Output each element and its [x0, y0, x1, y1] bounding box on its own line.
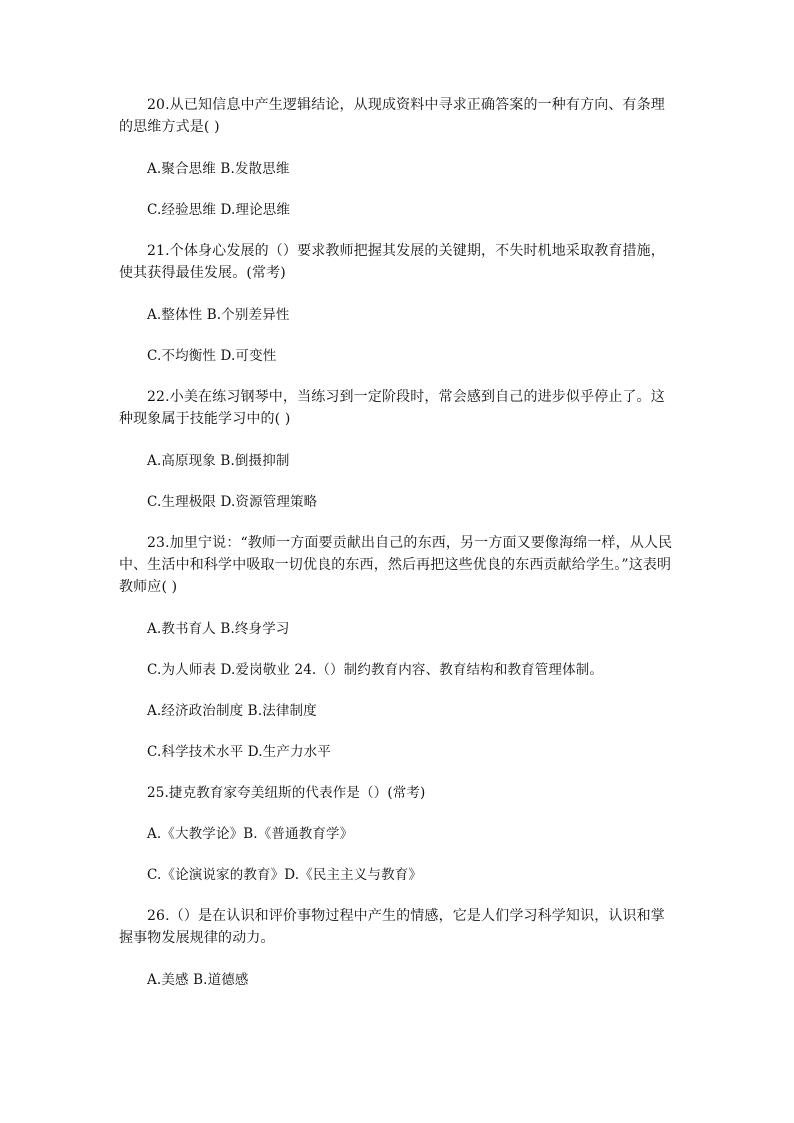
question-25-stem: 25.捷克教育家夸美纽斯的代表作是（）(常考): [147, 785, 426, 801]
question-22-stem: 22.小美在练习钢琴中，当练习到一定阶段时，常会感到自己的进步似乎停止了。这种现象属于技能学习中的( ): [119, 389, 665, 427]
question-21-stem: 21.个体身心发展的（）要求教师把握其发展的关键期，不失时机地采取教育措施，使其获得最佳发展。(常考): [119, 243, 665, 281]
question-26-option-ab: A.美感 B.道德感: [147, 972, 249, 988]
question-22-option-ab: A.高原现象 B.倒摄抑制: [147, 453, 290, 469]
question-23-stem: 23.加里宁说：“教师一方面要贡献出自己的东西，另一方面又要像海绵一样，从人民中、生活中和科学中吸取一切优良的东西，然后再把这些优良的东西贡献给学生。”这表明教师应( ): [119, 535, 673, 595]
question-20-stem: 20.从已知信息中产生逻辑结论，从现成资料中寻求正确答案的一种有方向、有条理的思维方式是( ): [119, 97, 665, 135]
question-22-option-cd: C.生理极限 D.资源管理策略: [147, 494, 318, 510]
question-21-option-ab: A.整体性 B.个别差异性: [147, 307, 290, 323]
question-24-option-cd: C.科学技术水平 D.生产力水平: [147, 744, 331, 760]
question-25-option-cd: C.《论演说家的教育》D.《民主主义与教育》: [147, 867, 423, 883]
question-20-option-ab: A.聚合思维 B.发散思维: [147, 161, 290, 177]
document-page: [119, 94, 675, 1010]
question-23-option-cd-and-q24-stem: C.为人师表 D.爱岗敬业 24.（）制约教育内容、教育结构和教育管理体制。: [147, 662, 604, 678]
question-25-option-ab: A.《大教学论》B.《普通教育学》: [147, 826, 354, 842]
question-24-option-ab: A.经济政治制度 B.法律制度: [147, 703, 317, 719]
question-21-option-cd: C.不均衡性 D.可变性: [147, 348, 277, 364]
question-26-stem: 26.（）是在认识和评价事物过程中产生的情感，它是人们学习科学知识，认识和掌握事物发展规律的动力。: [119, 908, 665, 946]
question-20-option-cd: C.经验思维 D.理论思维: [147, 202, 291, 218]
question-23-option-ab: A.教书育人 B.终身学习: [147, 621, 290, 637]
